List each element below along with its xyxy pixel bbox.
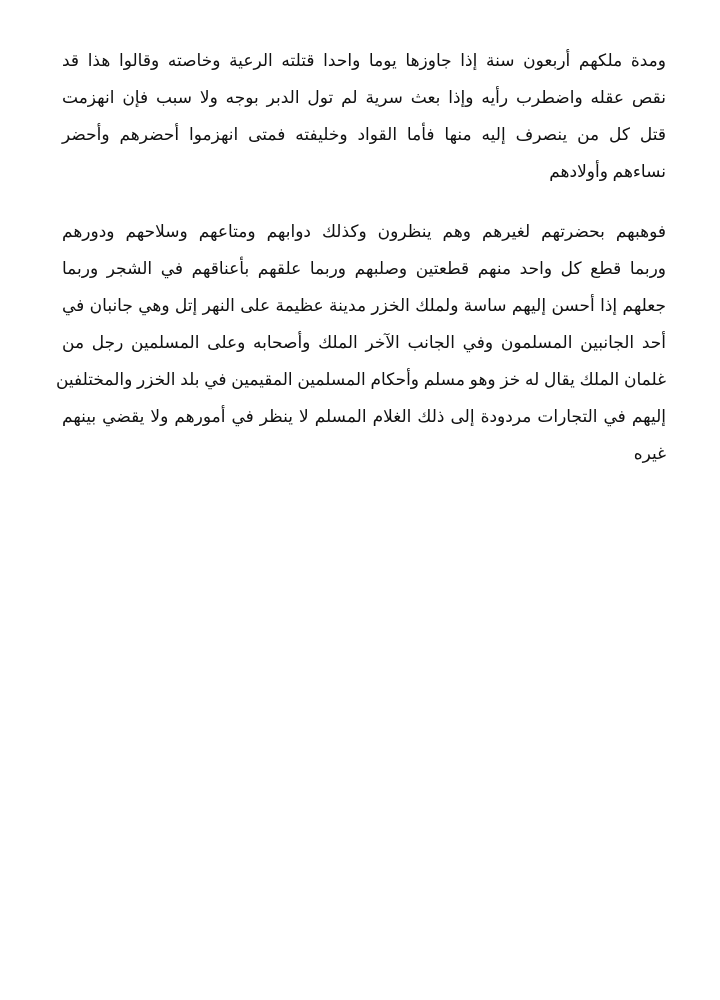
paragraph-line: نقص عقله واضطرب رأيه وإذا بعث سرية لم تول الدبر بوجه ولا سبب فإن انهزمت	[62, 88, 666, 107]
paragraph-line: ومدة ملكهم أربعون سنة إذا جاوزها يوما واحدا قتلته الرعية وخاصته وقالوا هذا قد	[62, 51, 666, 70]
paragraph-line: فوهبهم بحضرتهم لغيرهم وهم ينظرون وكذلك دوابهم ومتاعهم وسلاحهم ودورهم	[62, 222, 666, 241]
paragraph-line: وربما قطع كل واحد منهم قطعتين وصلبهم وربما علقهم بأعناقهم في الشجر وربما	[62, 259, 666, 278]
paragraph-line: نساءهم وأولادهم	[549, 162, 666, 181]
paragraph-line: قتل كل من ينصرف إليه منها فأما القواد وخليفته فمتى انهزموا أحضرهم وأحضر	[62, 125, 666, 144]
paragraph-line: غلمان الملك يقال له خز وهو مسلم وأحكام المسلمين المقيمين في بلد الخزر والمختلفين	[55, 370, 666, 389]
paragraph-line: أحد الجانبين المسلمون وفي الجانب الآخر الملك وأصحابه وعلى المسلمين رجل من	[62, 333, 666, 352]
paragraph-line: غيره	[633, 444, 666, 463]
paragraph-line: جعلهم إذا أحسن إليهم ساسة ولملك الخزر مدينة عظيمة على النهر إتل وهي جانبان في	[62, 296, 666, 315]
paragraph-2	[55, 213, 666, 472]
paragraph-line: إليهم في التجارات مردودة إلى ذلك الغلام المسلم لا ينظر في أمورهم ولا يقضي بينهم	[62, 407, 666, 426]
paragraph-1	[62, 42, 666, 190]
